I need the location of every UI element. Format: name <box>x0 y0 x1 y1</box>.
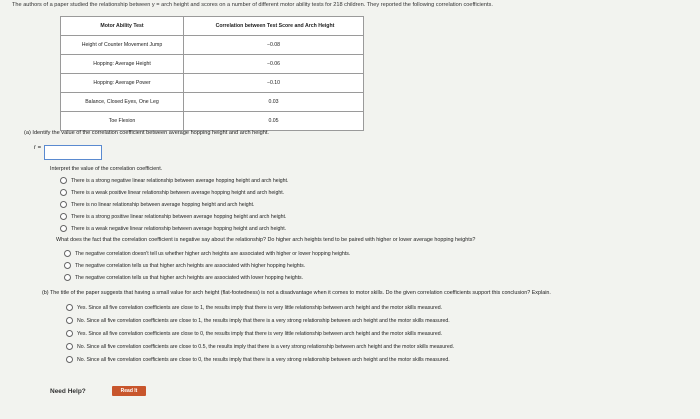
interpret-option[interactable]: There is a weak negative linear relationship between average hopping height and arch height. <box>60 225 286 232</box>
need-help-label: Need Help? <box>50 388 86 395</box>
negative-option[interactable]: The negative correlation tells us that higher arch heights are associated with lower hopping heights. <box>64 274 303 281</box>
part-b-option[interactable]: Yes. Since all five correlation coefficients are close to 1, the results imply that there is very little relationship between arch height and the motor skills measured. <box>66 304 442 311</box>
interpret-option[interactable]: There is no linear relationship between average hopping height and arch height. <box>60 201 254 208</box>
part-b-option[interactable]: No. Since all five correlation coefficients are close to 0, the results imply that there is a very strong relationship between arch height and the motor skills measured. <box>66 356 450 363</box>
r-answer-input[interactable] <box>44 145 102 160</box>
table-cell-test: Toe Flexion <box>61 112 184 131</box>
negative-prompt: What does the fact that the correlation coefficient is negative say about the relationship? Do higher arch heights tend to be paired with higher or lower average hopping heights? <box>56 237 476 243</box>
table-header-test: Motor Ability Test <box>61 17 184 36</box>
interpret-option[interactable]: There is a strong negative linear relationship between average hopping height and arch height. <box>60 177 288 184</box>
interpret-prompt: Interpret the value of the correlation coefficient. <box>50 166 163 172</box>
part-b-option[interactable]: Yes. Since all five correlation coefficients are close to 0, the results imply that there is very little relationship between arch height and the motor skills measured. <box>66 330 442 337</box>
r-label: r = <box>34 145 42 151</box>
table-cell-value: 0.05 <box>184 112 364 131</box>
part-b-option[interactable]: No. Since all five correlation coefficients are close to 1, the results imply that there is a very strong relationship between arch height and the motor skills measured. <box>66 317 450 324</box>
table-header-row <box>61 17 364 36</box>
read-it-button[interactable]: Read It <box>112 386 146 396</box>
negative-option[interactable]: The negative correlation tells us that higher arch heights are associated with higher hopping heights. <box>64 262 305 269</box>
radio-button[interactable] <box>64 262 71 269</box>
radio-button[interactable] <box>66 330 73 337</box>
interpret-option[interactable]: There is a weak positive linear relationship between average hopping height and arch height. <box>60 189 284 196</box>
table-row <box>61 55 364 74</box>
table-cell-value: 0.03 <box>184 93 364 112</box>
radio-button[interactable] <box>60 213 67 220</box>
negative-option[interactable]: The negative correlation doesn't tell us whether higher arch heights are associated with higher or lower hopping heights. <box>64 250 350 257</box>
table-row <box>61 112 364 131</box>
radio-button[interactable] <box>60 201 67 208</box>
radio-button[interactable] <box>66 356 73 363</box>
intro-text: The authors of a paper studied the relationship between y = arch height and scores on a number of different motor ability tests for 218 children. They reported the following correlation coefficients. <box>12 2 493 8</box>
table-cell-test: Hopping: Average Power <box>61 74 184 93</box>
radio-button[interactable] <box>60 225 67 232</box>
radio-button[interactable] <box>64 250 71 257</box>
radio-button[interactable] <box>60 189 67 196</box>
table-cell-value: −0.06 <box>184 55 364 74</box>
radio-button[interactable] <box>66 317 73 324</box>
table-header-correlation: Correlation between Test Score and Arch Height <box>184 17 364 36</box>
part-b-question: (b) The title of the paper suggests that having a small value for arch height (flat-footedness) is not a disadvantage when it comes to motor skills. Do the given correlation coefficients support this conclusion? Explain. <box>42 290 551 296</box>
part-a-question: (a) Identify the value of the correlation coefficient between average hopping height and arch height. <box>24 130 269 136</box>
table-row <box>61 93 364 112</box>
table-row <box>61 74 364 93</box>
correlation-table <box>60 16 364 131</box>
table-cell-value: −0.08 <box>184 36 364 55</box>
table-row <box>61 36 364 55</box>
radio-button[interactable] <box>60 177 67 184</box>
table-cell-test: Hopping: Average Height <box>61 55 184 74</box>
interpret-option[interactable]: There is a strong positive linear relationship between average hopping height and arch height. <box>60 213 286 220</box>
radio-button[interactable] <box>64 274 71 281</box>
radio-button[interactable] <box>66 304 73 311</box>
table-cell-test: Balance, Closed Eyes, One Leg <box>61 93 184 112</box>
radio-button[interactable] <box>66 343 73 350</box>
table-cell-value: −0.10 <box>184 74 364 93</box>
table-cell-test: Height of Counter Movement Jump <box>61 36 184 55</box>
part-b-option[interactable]: No. Since all five correlation coefficients are close to 0.5, the results imply that there is a very strong relationship between arch height and the motor skills measured. <box>66 343 454 350</box>
